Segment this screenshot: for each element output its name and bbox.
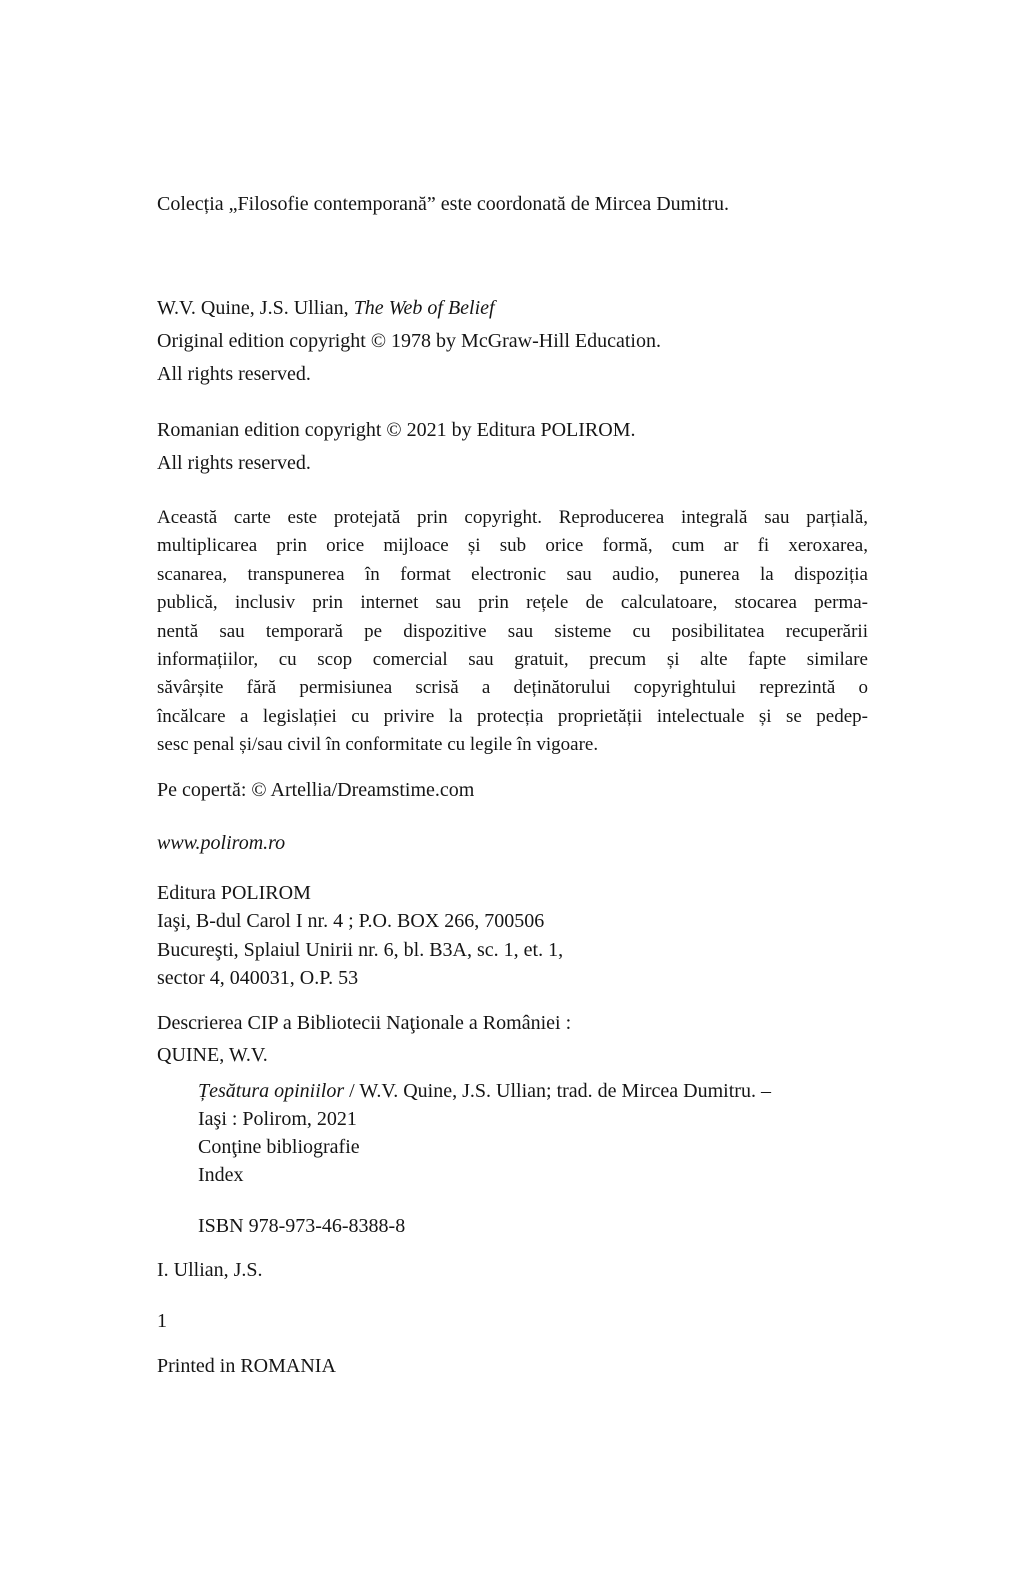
legal-notice-line: săvârșite fără permisiunea scrisă a deținătorului copyrightului reprezintă o: [157, 677, 868, 699]
legal-notice-line: nentă sau temporară pe dispozitive sau sisteme cu posibilitatea recuperării: [157, 620, 868, 642]
cip-index-note: Index: [198, 1163, 244, 1186]
legal-notice-line: publică, inclusiv prin internet sau prin rețele de calculatoare, stocarea perma-: [157, 592, 868, 614]
legal-notice-line: multiplicarea prin orice mijloace și sub orice formă, cum ar fi xeroxarea,: [157, 535, 868, 557]
legal-notice-line: Această carte este protejată prin copyright. Reproducerea integrală sau parțială,: [157, 507, 868, 528]
cip-title-statement: / W.V. Quine, J.S. Ullian; trad. de Mircea Dumitru. –: [344, 1079, 771, 1102]
cip-heading: Descrierea CIP a Bibliotecii Naţionale a României :: [157, 1011, 572, 1034]
legal-notice-line: informațiilor, cu scop comercial sau gratuit, precum și alte fapte similare: [157, 649, 868, 671]
printed-in-note: Printed in ROMANIA: [157, 1354, 336, 1377]
cover-credit: Pe copertă: © Artellia/Dreamstime.com: [157, 778, 475, 801]
secondary-author-entry: I. Ullian, J.S.: [157, 1258, 263, 1281]
legal-notice-line: scanarea, transpunerea în format electronic sau audio, punerea la dispoziția: [157, 563, 868, 585]
cip-title: Țesătura opiniilor: [198, 1079, 345, 1102]
publisher-name: Editura POLIROM: [157, 881, 311, 904]
publisher-address-block: [157, 879, 868, 993]
publisher-address-line: Iaşi, B-dul Carol I nr. 4 ; P.O. BOX 266, 700506: [157, 910, 545, 933]
original-edition-title-line: [157, 292, 868, 325]
original-edition-authors: W.V. Quine, J.S. Ullian,: [157, 297, 354, 319]
legal-notice-line: sesc penal și/sau civil în conformitate cu legile în vigoare.: [157, 734, 599, 756]
romanian-edition-rights: All rights reserved.: [157, 452, 311, 474]
romanian-edition-block: [157, 414, 868, 480]
publisher-address-line: sector 4, 040031, O.P. 53: [157, 967, 359, 990]
collection-note: Colecția „Filosofie contemporană” este coordonată de Mircea Dumitru.: [157, 193, 730, 215]
publisher-website: www.polirom.ro: [157, 831, 286, 854]
cip-description-block: [198, 1077, 868, 1189]
cip-author-entry: QUINE, W.V.: [157, 1043, 268, 1066]
cip-title-line: [198, 1077, 868, 1105]
cip-bibliography-note: Conţine bibliografie: [198, 1135, 360, 1158]
original-edition-copyright: Original edition copyright © 1978 by McGraw-Hill Education.: [157, 330, 661, 352]
romanian-edition-copyright: Romanian edition copyright © 2021 by Editura POLIROM.: [157, 419, 636, 441]
legal-notice-paragraph: [157, 504, 868, 760]
legal-notice-line: încălcare a legislației cu privire la protecția proprietății intelectuale și se pedep-: [157, 705, 868, 727]
cip-imprint: Iaşi : Polirom, 2021: [198, 1107, 357, 1130]
original-edition-block: [157, 292, 868, 391]
publisher-address-line: Bucureşti, Splaiul Unirii nr. 6, bl. B3A, sc. 1, et. 1,: [157, 938, 564, 961]
isbn: ISBN 978-973-46-8388-8: [198, 1214, 406, 1237]
original-edition-rights: All rights reserved.: [157, 363, 311, 385]
cip-entry-number: 1: [157, 1309, 167, 1332]
original-edition-title: The Web of Belief: [353, 297, 495, 319]
